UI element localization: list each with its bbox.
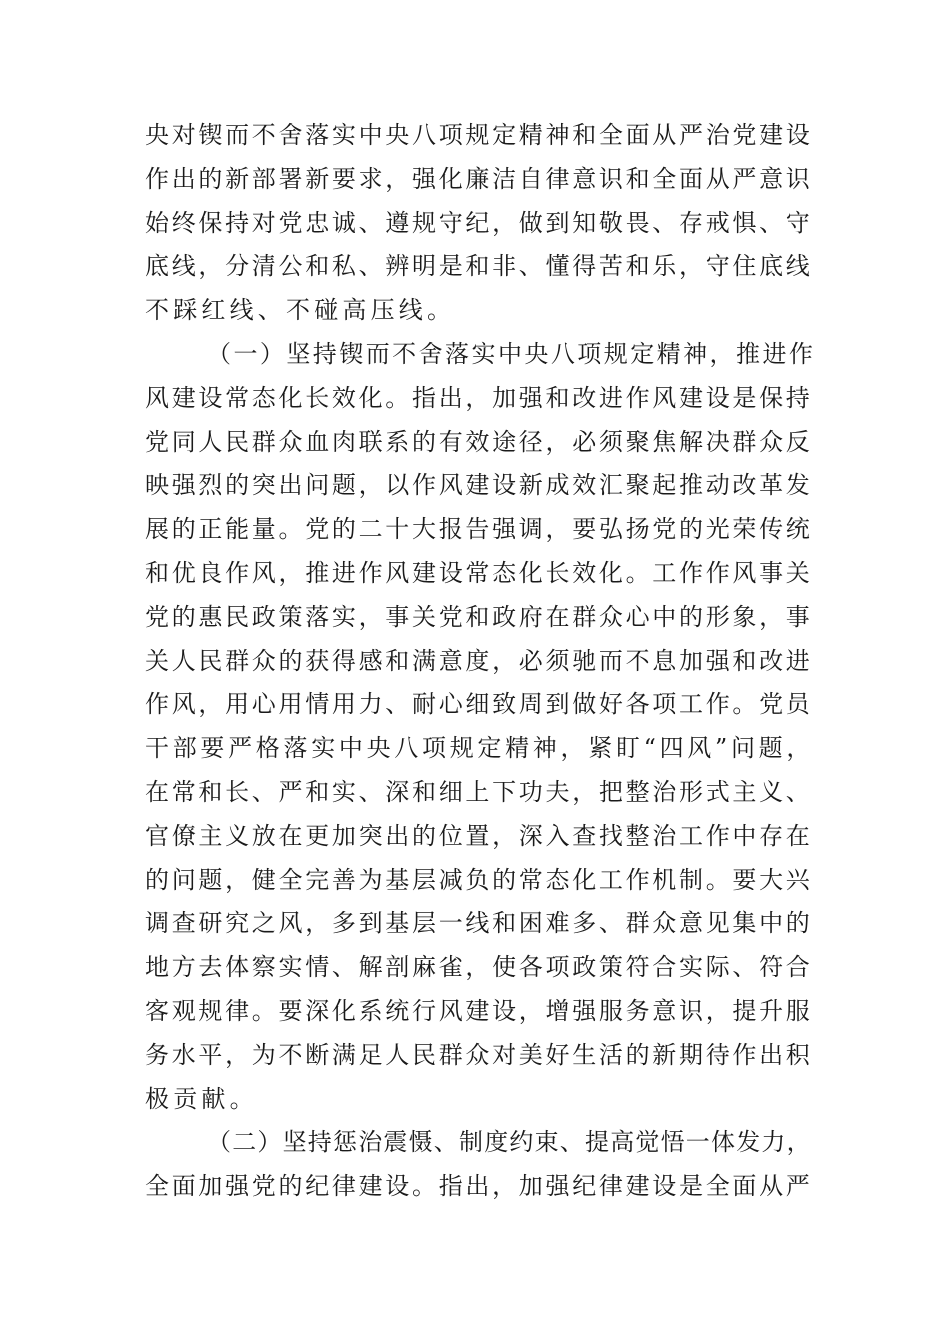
- paragraph-first-line: （一）坚持锲而不舍落实中央八项规定精神，推进作: [207, 339, 816, 368]
- text-line: 央对锲而不舍落实中央八项规定精神和全面从严治党建设: [145, 121, 813, 149]
- text-line: 官僚主义放在更加突出的位置，深入查找整治工作中存在: [145, 821, 813, 850]
- text-line: 党的惠民政策落实，事关党和政府在群众心中的形象，事: [145, 602, 813, 631]
- text-line: 始终保持对党忠诚、遵规守纪，做到知敬畏、存戒惧、守: [145, 208, 813, 237]
- text-line: 极贡献。: [145, 1084, 258, 1113]
- text-line: 关人民群众的获得感和满意度，必须驰而不息加强和改进: [145, 646, 813, 675]
- paragraph-first-line: （二）坚持惩治震慑、制度约束、提高觉悟一体发力，: [207, 1128, 812, 1157]
- text-line: 全面加强党的纪律建设。指出，加强纪律建设是全面从严: [145, 1172, 813, 1201]
- text-line: 和优良作风，推进作风建设常态化长效化。工作作风事关: [145, 558, 813, 587]
- text-line: 作出的新部署新要求，强化廉洁自律意识和全面从严意识: [145, 164, 813, 193]
- text-line: 映强烈的突出问题，以作风建设新成效汇聚起推动改革发: [145, 471, 813, 500]
- text-line: 务水平，为不断满足人民群众对美好生活的新期待作出积: [145, 1040, 813, 1069]
- text-line: 调查研究之风，多到基层一线和困难多、群众意见集中的: [145, 909, 813, 938]
- text-line: 作风，用心用情用力、耐心细致周到做好各项工作。党员: [145, 690, 813, 719]
- text-line: 客观规律。要深化系统行风建设，增强服务意识，提升服: [145, 996, 813, 1025]
- text-line: 在常和长、严和实、深和细上下功夫，把整治形式主义、: [145, 777, 813, 806]
- text-line: 底线，分清公和私、辨明是和非、懂得苦和乐，守住底线: [145, 252, 813, 281]
- body-text: [145, 114, 815, 1209]
- text-line: 展的正能量。党的二十大报告强调，要弘扬党的光荣传统: [145, 515, 813, 544]
- text-line: 党同人民群众血肉联系的有效途径，必须聚焦解决群众反: [145, 427, 813, 456]
- text-line: 地方去体察实情、解剖麻雀，使各项政策符合实际、符合: [145, 953, 813, 982]
- text-line: 的问题，健全完善为基层减负的常态化工作机制。要大兴: [145, 865, 813, 894]
- text-line: 风建设常态化长效化。指出，加强和改进作风建设是保持: [145, 383, 813, 412]
- text-line: 干部要严格落实中央八项规定精神，紧盯“四风”问题，: [145, 734, 815, 763]
- text-line: 不踩红线、不碰高压线。: [145, 296, 456, 325]
